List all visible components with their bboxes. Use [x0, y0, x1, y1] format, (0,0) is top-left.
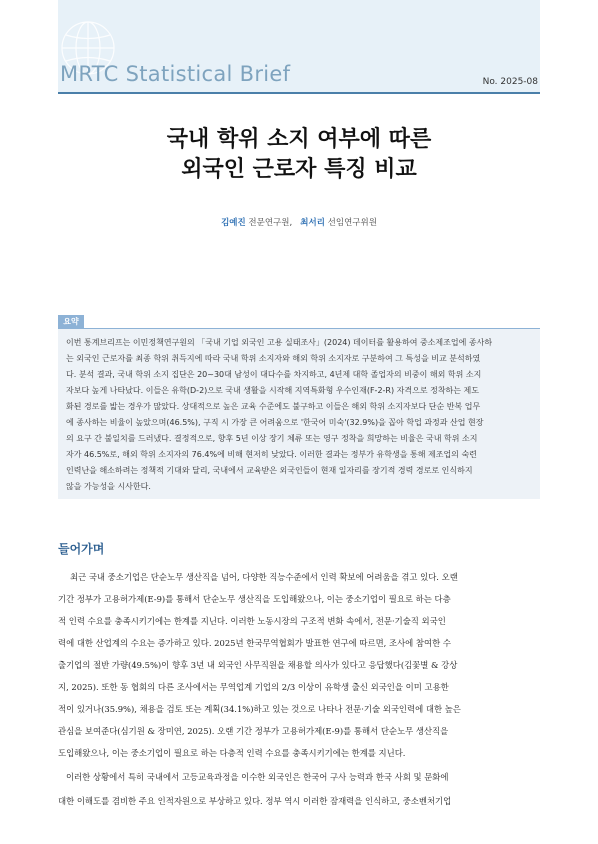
summary-line: 에 종사하는 비율이 높았으며(46.5%), 구직 시 가장 큰 어려움으로 '한국어 미숙'(32.9%)을 꼽아 학업 과정과 산업 현장: [66, 418, 484, 427]
summary-line: 인력난을 해소하려는 정책적 기대와 달리, 국내에서 교육받은 외국인들이 현재 일자리를 장기적 경력 경로로 인식하지: [66, 466, 473, 475]
summary-line: 다. 분석 결과, 국내 학위 소지 집단은 20~30대 남성이 대다수를 차지하고, 4년제 대학 졸업자의 비중이 해외 학위 소지: [66, 370, 482, 379]
title-line-1: 국내 학위 소지 여부에 따른: [166, 127, 432, 152]
summary-line: 않을 가능성을 시사한다.: [66, 482, 151, 491]
body-line: 대한 이해도를 겸비한 주요 인적자원으로 부상하고 있다. 정부 역시 이러한 잠재력을 인식하고, 중소벤처기업: [58, 796, 452, 806]
title-line-2: 외국인 근로자 특징 비교: [181, 157, 417, 182]
body-line: 적이 있거나(35.9%), 채용을 검토 또는 계획(34.1%)하고 있는 것으로 나타나 전문·기술 외국인력에 대한 높은: [58, 704, 461, 714]
body-line: 관심을 보여준다(심기원 & 장미연, 2025). 오랜 기간 정부가 고용허가제(E-9)를 통해서 단순노무 생산직을: [58, 726, 449, 736]
summary-line: 화된 경로를 밟는 경우가 많았다. 상대적으로 높은 교육 수준에도 불구하고 이들은 해외 학위 소지자보다 단순 반복 업무: [66, 402, 481, 411]
body-line: 최근 국내 중소기업은 단순노무 생산직을 넘어, 다양한 직능수준에서 인력 확보에 어려움을 겪고 있다. 오랜: [70, 572, 458, 582]
body-line: 출기업의 절반 가량(49.5%)이 향후 3년 내 외국인 사무직원을 채용할 의사가 있다고 응답했다(김꽃별 & 강상: [58, 660, 458, 670]
section-heading-intro: 들어가며: [58, 542, 105, 556]
author-1-role: 전문연구원,: [248, 218, 293, 228]
body-line: 적 인력 수요를 충족시키기에는 한계를 지닌다. 이러한 노동시장의 구조적 변화 속에서, 전문·기술직 외국인: [58, 616, 446, 626]
summary-line: 는 외국인 근로자를 최종 학위 취득지에 따라 국내 학위 소지자와 해외 학위 소지자로 구분하여 그 특성을 비교 분석하였: [66, 354, 481, 363]
body-line: 이러한 상황에서 특히 국내에서 고등교육과정을 이수한 외국인은 한국어 구사 능력과 한국 사회 및 문화에: [66, 772, 449, 782]
authors: [58, 216, 540, 228]
author-1-name: 김예진: [221, 218, 246, 228]
summary-line: 자보다 높게 나타났다. 이들은 유학(D-2)으로 국내 생활을 시작해 지역특화형 우수인재(F-2-R) 자격으로 정착하는 제도: [66, 386, 480, 395]
summary-line: 의 요구 간 불일치를 드러냈다. 결정적으로, 향후 5년 이상 장기 체류 또는 영구 정착을 희망하는 비율은 국내 학위 소지: [66, 434, 478, 443]
author-2-role: 선임연구위원: [327, 218, 377, 228]
brand-title: MRTC Statistical Brief: [60, 62, 291, 86]
body-line: 기간 정부가 고용허가제(E-9)를 통해서 단순노무 생산직을 도입해왔으나, 이는 중소기업이 필요로 하는 다층: [58, 594, 451, 604]
header-rule: [58, 92, 540, 94]
summary-line: 이번 통계브리프는 이민정책연구원의 「국내 기업 외국인 고용 실태조사」(2024) 데이터를 활용하여 중소제조업에 종사하: [66, 338, 493, 347]
summary-label: 요약: [58, 315, 84, 328]
issue-number: No. 2025-08: [482, 77, 538, 87]
body-line: 력에 대한 산업계의 수요는 증가하고 있다. 2025년 한국무역협회가 발표한 연구에 따르면, 조사에 참여한 수: [58, 638, 451, 648]
body-line: 도입해왔으나, 이는 중소기업이 필요로 하는 다층적 인력 수요를 충족시키기에는 한계를 지닌다.: [58, 748, 406, 758]
author-2-name: 최서리: [300, 218, 325, 228]
summary-line: 자가 46.5%로, 해외 학위 소지자의 76.4%에 비해 현저히 낮았다. 이러한 결과는 정부가 유학생을 통해 제조업의 숙련: [66, 450, 477, 459]
body-line: 지, 2025). 또한 동 협회의 다른 조사에서는 무역업계 기업의 2/3 이상이 유학생 출신 외국인을 이미 고용한: [58, 682, 449, 692]
